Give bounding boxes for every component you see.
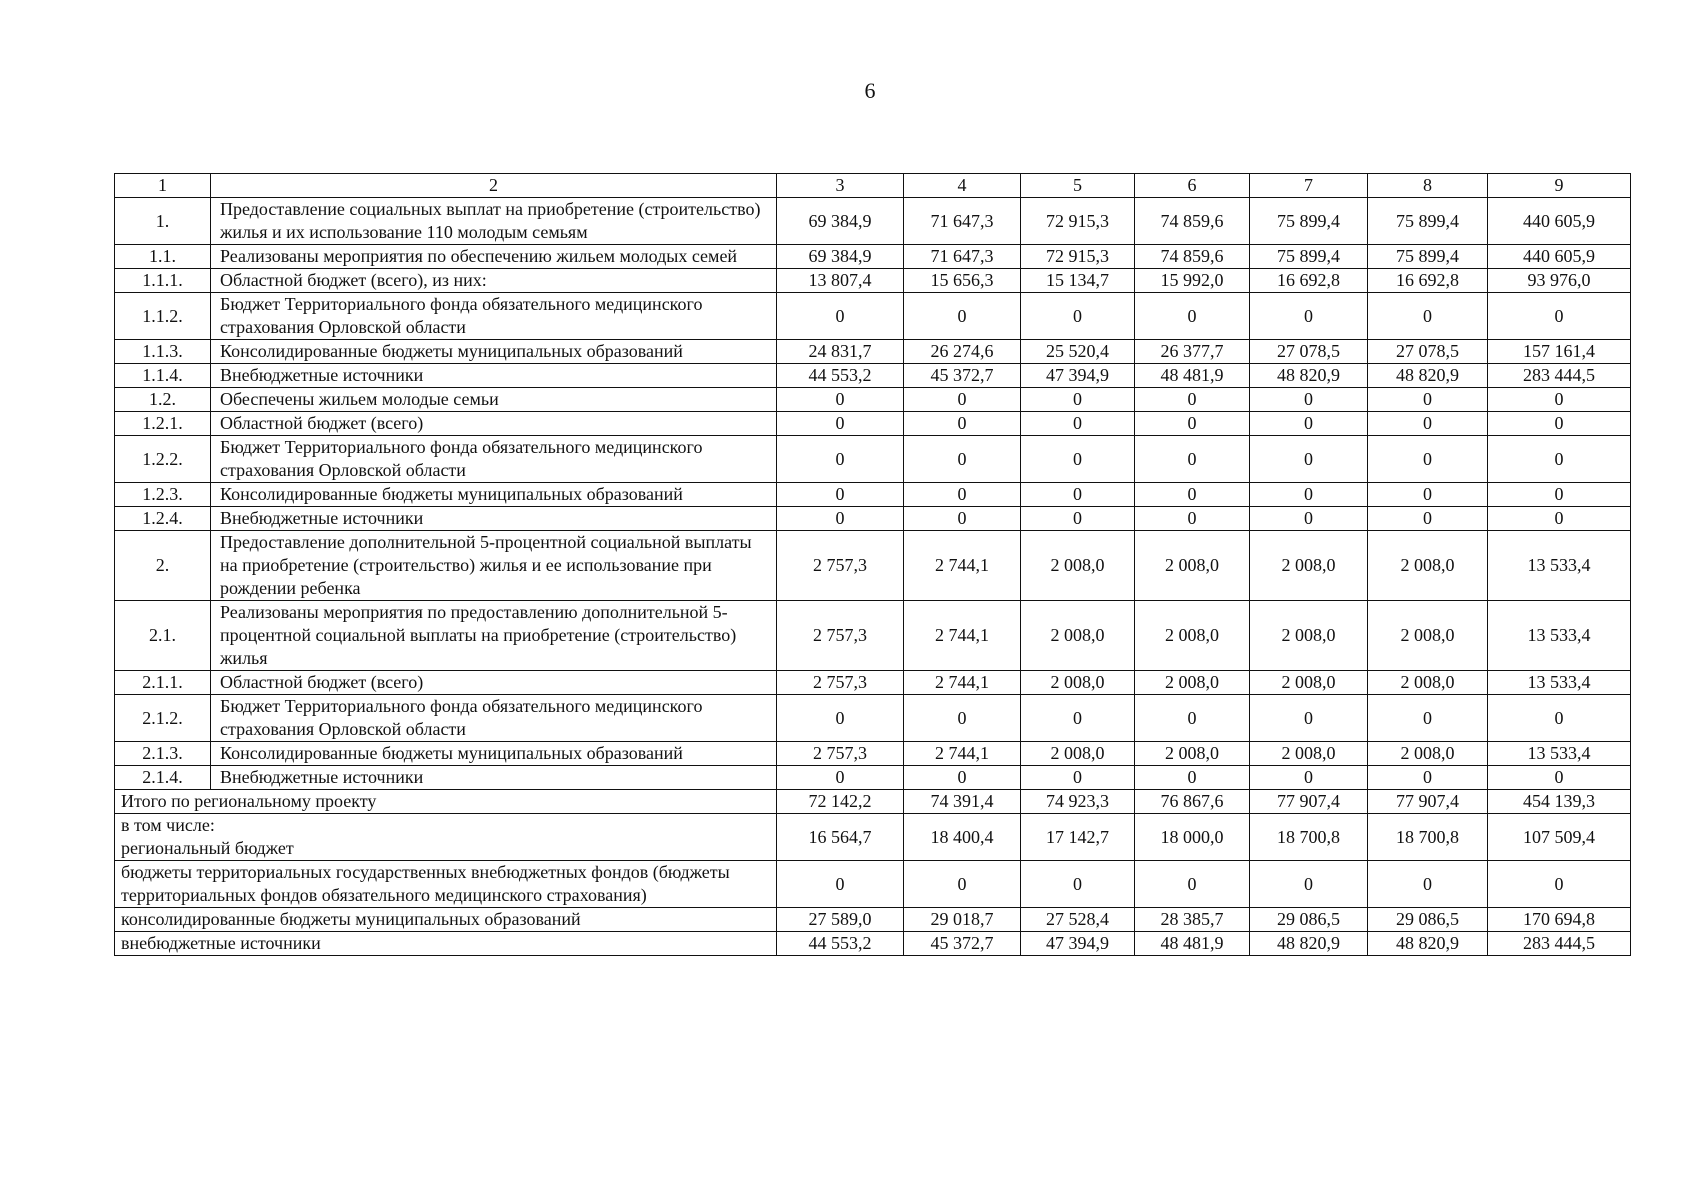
value-cell: 48 481,9 [1135,364,1250,388]
value-cell: 27 528,4 [1021,908,1135,932]
value-cell: 0 [1368,412,1488,436]
row-number: 1.2.2. [115,436,211,483]
value-cell: 13 533,4 [1488,671,1631,695]
total-row [115,932,1631,956]
value-cell: 0 [904,436,1021,483]
value-cell: 2 008,0 [1250,531,1368,601]
value-cell: 170 694,8 [1488,908,1631,932]
row-number: 1.2. [115,388,211,412]
value-cell: 0 [1135,412,1250,436]
value-cell: 17 142,7 [1021,814,1135,861]
value-cell: 2 008,0 [1368,531,1488,601]
value-cell: 0 [1135,766,1250,790]
value-cell: 26 377,7 [1135,340,1250,364]
value-cell: 0 [904,861,1021,908]
value-cell: 0 [1135,695,1250,742]
header-cell: 7 [1250,174,1368,198]
value-cell: 0 [1135,388,1250,412]
table-row [115,388,1631,412]
value-cell: 16 692,8 [1250,269,1368,293]
value-cell: 13 533,4 [1488,531,1631,601]
value-cell: 15 134,7 [1021,269,1135,293]
value-cell: 13 533,4 [1488,601,1631,671]
value-cell: 0 [1488,507,1631,531]
value-cell: 0 [1135,293,1250,340]
row-number: 1.2.4. [115,507,211,531]
value-cell: 45 372,7 [904,364,1021,388]
total-label: Итого по региональному проекту [115,790,777,814]
value-cell: 440 605,9 [1488,198,1631,245]
value-cell: 18 400,4 [904,814,1021,861]
value-cell: 0 [904,695,1021,742]
value-cell: 0 [777,293,904,340]
budget-table [114,173,1631,956]
value-cell: 2 744,1 [904,742,1021,766]
row-number: 2. [115,531,211,601]
value-cell: 16 692,8 [1368,269,1488,293]
value-cell: 0 [904,507,1021,531]
value-cell: 72 142,2 [777,790,904,814]
value-cell: 15 656,3 [904,269,1021,293]
row-number: 2.1.3. [115,742,211,766]
value-cell: 2 744,1 [904,531,1021,601]
value-cell: 2 008,0 [1021,671,1135,695]
value-cell: 74 859,6 [1135,198,1250,245]
table-row [115,695,1631,742]
value-cell: 0 [1135,436,1250,483]
header-cell: 3 [777,174,904,198]
row-name: Обеспечены жильем молодые семьи [211,388,777,412]
value-cell: 2 008,0 [1021,742,1135,766]
value-cell: 2 008,0 [1135,671,1250,695]
value-cell: 93 976,0 [1488,269,1631,293]
row-name: Бюджет Территориального фонда обязательного медицинского страхования Орловской области [211,436,777,483]
total-label: консолидированные бюджеты муниципальных образований [115,908,777,932]
table-row [115,340,1631,364]
value-cell: 0 [1250,695,1368,742]
value-cell: 48 820,9 [1368,364,1488,388]
row-name: Областной бюджет (всего) [211,671,777,695]
value-cell: 0 [1368,293,1488,340]
value-cell: 13 807,4 [777,269,904,293]
row-name: Внебюджетные источники [211,766,777,790]
total-row [115,908,1631,932]
value-cell: 71 647,3 [904,198,1021,245]
table-row [115,766,1631,790]
value-cell: 0 [1488,388,1631,412]
value-cell: 107 509,4 [1488,814,1631,861]
value-cell: 0 [1488,436,1631,483]
value-cell: 74 923,3 [1021,790,1135,814]
value-cell: 0 [1021,766,1135,790]
header-cell: 1 [115,174,211,198]
value-cell: 2 744,1 [904,601,1021,671]
total-label: в том числе: региональный бюджет [115,814,777,861]
total-row [115,790,1631,814]
value-cell: 2 008,0 [1250,671,1368,695]
row-number: 2.1.2. [115,695,211,742]
row-name: Внебюджетные источники [211,364,777,388]
header-cell: 4 [904,174,1021,198]
value-cell: 0 [777,483,904,507]
value-cell: 75 899,4 [1250,198,1368,245]
value-cell: 27 078,5 [1250,340,1368,364]
value-cell: 16 564,7 [777,814,904,861]
value-cell: 2 757,3 [777,742,904,766]
header-row [115,174,1631,198]
value-cell: 44 553,2 [777,932,904,956]
value-cell: 26 274,6 [904,340,1021,364]
value-cell: 69 384,9 [777,245,904,269]
total-label: бюджеты территориальных государственных внебюджетных фондов (бюджеты территориальных фондов обязательного медицинского страхования) [115,861,777,908]
value-cell: 0 [777,766,904,790]
value-cell: 0 [777,412,904,436]
row-name: Реализованы мероприятия по обеспечению жильем молодых семей [211,245,777,269]
value-cell: 25 520,4 [1021,340,1135,364]
row-name: Консолидированные бюджеты муниципальных образований [211,742,777,766]
value-cell: 0 [1368,695,1488,742]
value-cell: 28 385,7 [1135,908,1250,932]
value-cell: 0 [777,507,904,531]
value-cell: 2 744,1 [904,671,1021,695]
row-number: 2.1.4. [115,766,211,790]
value-cell: 71 647,3 [904,245,1021,269]
value-cell: 72 915,3 [1021,245,1135,269]
value-cell: 74 859,6 [1135,245,1250,269]
value-cell: 18 000,0 [1135,814,1250,861]
table-row [115,364,1631,388]
value-cell: 2 008,0 [1021,601,1135,671]
value-cell: 24 831,7 [777,340,904,364]
row-name: Внебюджетные источники [211,507,777,531]
table-row [115,412,1631,436]
value-cell: 0 [1021,436,1135,483]
value-cell: 0 [904,293,1021,340]
value-cell: 75 899,4 [1368,245,1488,269]
value-cell: 0 [1021,483,1135,507]
value-cell: 0 [777,861,904,908]
value-cell: 0 [1021,412,1135,436]
row-name: Консолидированные бюджеты муниципальных образований [211,340,777,364]
value-cell: 29 086,5 [1368,908,1488,932]
value-cell: 2 008,0 [1135,742,1250,766]
header-cell: 5 [1021,174,1135,198]
row-name: Предоставление дополнительной 5-процентной социальной выплаты на приобретение (строительство) жилья и ее использование при рождении ребенка [211,531,777,601]
value-cell: 0 [1021,695,1135,742]
value-cell: 27 078,5 [1368,340,1488,364]
value-cell: 0 [1488,861,1631,908]
row-number: 1.1.4. [115,364,211,388]
value-cell: 0 [1488,695,1631,742]
value-cell: 0 [1250,861,1368,908]
header-cell: 8 [1368,174,1488,198]
page-number: 6 [864,78,876,103]
value-cell: 13 533,4 [1488,742,1631,766]
value-cell: 0 [904,412,1021,436]
value-cell: 18 700,8 [1250,814,1368,861]
total-row [115,861,1631,908]
table-row [115,531,1631,601]
value-cell: 0 [1250,293,1368,340]
value-cell: 2 008,0 [1250,742,1368,766]
row-number: 1.1.1. [115,269,211,293]
row-number: 1.2.3. [115,483,211,507]
value-cell: 0 [1021,293,1135,340]
value-cell: 77 907,4 [1250,790,1368,814]
header-cell: 6 [1135,174,1250,198]
value-cell: 0 [777,388,904,412]
row-name: Областной бюджет (всего) [211,412,777,436]
value-cell: 15 992,0 [1135,269,1250,293]
value-cell: 0 [904,483,1021,507]
value-cell: 45 372,7 [904,932,1021,956]
value-cell: 0 [1368,483,1488,507]
row-name: Предоставление социальных выплат на приобретение (строительство) жилья и их использование 110 молодым семьям [211,198,777,245]
value-cell: 77 907,4 [1368,790,1488,814]
value-cell: 454 139,3 [1488,790,1631,814]
value-cell: 48 820,9 [1368,932,1488,956]
row-number: 2.1.1. [115,671,211,695]
value-cell: 2 008,0 [1368,601,1488,671]
table-row [115,742,1631,766]
value-cell: 440 605,9 [1488,245,1631,269]
row-number: 1.1. [115,245,211,269]
table-row [115,436,1631,483]
value-cell: 0 [1250,412,1368,436]
value-cell: 0 [904,766,1021,790]
value-cell: 27 589,0 [777,908,904,932]
table-row [115,245,1631,269]
value-cell: 48 820,9 [1250,364,1368,388]
row-name: Реализованы мероприятия по предоставлению дополнительной 5-процентной социальной выплаты на приобретение (строительство) жилья [211,601,777,671]
value-cell: 0 [1250,507,1368,531]
value-cell: 0 [1021,388,1135,412]
value-cell: 0 [1021,507,1135,531]
value-cell: 18 700,8 [1368,814,1488,861]
row-number: 1.1.3. [115,340,211,364]
header-cell: 2 [211,174,777,198]
table-body [115,174,1631,956]
total-row [115,814,1631,861]
row-name: Бюджет Территориального фонда обязательного медицинского страхования Орловской области [211,695,777,742]
value-cell: 2 008,0 [1368,742,1488,766]
value-cell: 0 [1368,436,1488,483]
value-cell: 2 008,0 [1021,531,1135,601]
value-cell: 75 899,4 [1368,198,1488,245]
value-cell: 0 [1135,507,1250,531]
value-cell: 69 384,9 [777,198,904,245]
table-row [115,601,1631,671]
value-cell: 0 [1488,766,1631,790]
value-cell: 2 008,0 [1368,671,1488,695]
total-label: внебюджетные источники [115,932,777,956]
row-number: 2.1. [115,601,211,671]
value-cell: 2 008,0 [1135,531,1250,601]
row-name: Бюджет Территориального фонда обязательного медицинского страхования Орловской области [211,293,777,340]
value-cell: 0 [1368,766,1488,790]
value-cell: 47 394,9 [1021,932,1135,956]
header-cell: 9 [1488,174,1631,198]
value-cell: 75 899,4 [1250,245,1368,269]
value-cell: 2 008,0 [1135,601,1250,671]
row-number: 1.2.1. [115,412,211,436]
value-cell: 0 [777,436,904,483]
table-row [115,293,1631,340]
value-cell: 0 [1488,293,1631,340]
row-name: Областной бюджет (всего), из них: [211,269,777,293]
value-cell: 72 915,3 [1021,198,1135,245]
value-cell: 0 [1488,412,1631,436]
value-cell: 0 [1021,861,1135,908]
value-cell: 0 [904,388,1021,412]
value-cell: 157 161,4 [1488,340,1631,364]
value-cell: 0 [1250,436,1368,483]
value-cell: 47 394,9 [1021,364,1135,388]
value-cell: 0 [1135,861,1250,908]
value-cell: 0 [1368,507,1488,531]
row-name: Консолидированные бюджеты муниципальных образований [211,483,777,507]
table-row [115,269,1631,293]
value-cell: 0 [1135,483,1250,507]
value-cell: 2 008,0 [1250,601,1368,671]
row-number: 1.1.2. [115,293,211,340]
value-cell: 48 820,9 [1250,932,1368,956]
value-cell: 29 086,5 [1250,908,1368,932]
value-cell: 0 [1250,483,1368,507]
value-cell: 0 [1368,388,1488,412]
value-cell: 0 [1250,388,1368,412]
value-cell: 2 757,3 [777,671,904,695]
table-row [115,483,1631,507]
table-row [115,198,1631,245]
value-cell: 0 [1368,861,1488,908]
value-cell: 48 481,9 [1135,932,1250,956]
value-cell: 2 757,3 [777,601,904,671]
value-cell: 44 553,2 [777,364,904,388]
value-cell: 29 018,7 [904,908,1021,932]
value-cell: 76 867,6 [1135,790,1250,814]
value-cell: 283 444,5 [1488,364,1631,388]
value-cell: 283 444,5 [1488,932,1631,956]
value-cell: 2 757,3 [777,531,904,601]
row-number: 1. [115,198,211,245]
table-row [115,671,1631,695]
table-row [115,507,1631,531]
value-cell: 0 [777,695,904,742]
value-cell: 74 391,4 [904,790,1021,814]
value-cell: 0 [1250,766,1368,790]
value-cell: 0 [1488,483,1631,507]
